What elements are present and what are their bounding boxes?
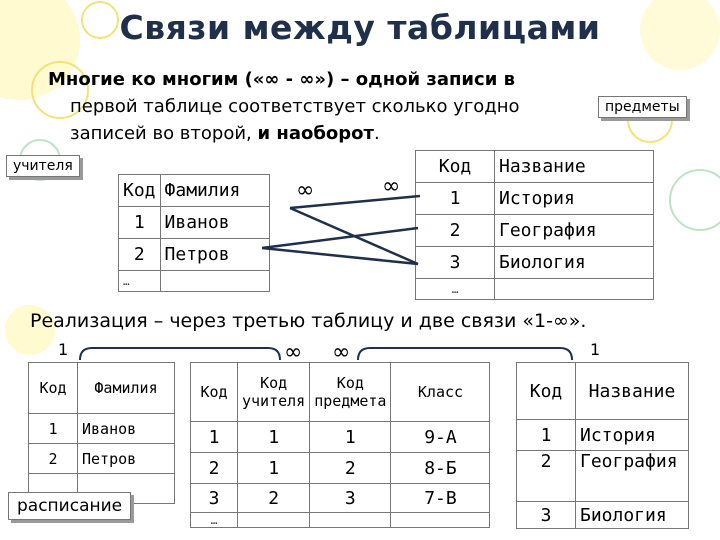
table-cell: История — [576, 420, 689, 451]
table-row — [29, 444, 175, 474]
schedule-label: расписание — [8, 492, 131, 520]
bottom-subjects-table — [516, 362, 689, 529]
table-cell: 3 — [191, 484, 238, 513]
table-cell: 1 — [310, 422, 391, 453]
column-header: Код — [517, 363, 576, 420]
definition-period: . — [373, 123, 380, 144]
subjects-label: предметы — [598, 96, 687, 118]
slide-title: Связи между таблицами — [119, 8, 601, 47]
ellipsis: … — [191, 513, 238, 528]
table-cell — [310, 513, 391, 528]
table-row — [191, 513, 490, 528]
schedule-table — [190, 362, 490, 528]
infinity-symbol: ∞ — [296, 178, 315, 203]
table-cell: 2 — [517, 451, 576, 502]
table-cell: 1 — [238, 453, 310, 484]
table-row — [517, 451, 689, 502]
table-cell: Петров — [78, 444, 175, 474]
table-cell — [391, 513, 490, 528]
column-header: Код учителя — [238, 363, 310, 422]
table-cell: 1 — [29, 414, 78, 444]
table-cell: 3 — [416, 247, 495, 279]
table-cell: 3 — [310, 484, 391, 513]
column-header: Класс — [391, 363, 490, 422]
table-row — [191, 484, 490, 513]
definition-emphasis: и наоборот — [257, 123, 374, 144]
column-header: Код — [191, 363, 238, 422]
table-row — [517, 420, 689, 451]
table-cell: 2 — [29, 444, 78, 474]
definition-line-2: первой таблице соответствует сколько угодно — [70, 96, 520, 117]
infinity-symbol: ∞ — [284, 340, 303, 365]
definition-line-1: Многие ко многим («∞ - ∞») – одной записи в — [48, 69, 515, 90]
bracket-right — [358, 348, 572, 360]
table-cell: География — [495, 215, 654, 247]
column-header: Код — [29, 363, 78, 414]
table-row — [517, 502, 689, 529]
table-cell: Иванов — [78, 414, 175, 444]
table-row — [191, 453, 490, 484]
infinity-symbol: ∞ — [332, 340, 351, 365]
table-header-row — [191, 363, 490, 422]
table-cell: Биология — [495, 247, 654, 279]
table-header-row — [517, 363, 689, 420]
table-cell: 1 — [119, 207, 161, 239]
table-cell: 2 — [238, 484, 310, 513]
table-cell: История — [495, 183, 654, 215]
implementation-rest: – через третью таблицу и две связи «1-∞». — [147, 310, 587, 332]
ellipsis: … — [416, 279, 495, 300]
bracket-left — [80, 348, 280, 360]
table-cell: География — [576, 451, 689, 502]
teachers-label: учителя — [6, 155, 80, 177]
bottom-teachers-table — [28, 362, 175, 504]
one-label: 1 — [590, 340, 601, 359]
table-cell: 1 — [517, 420, 576, 451]
table-cell: 1 — [191, 422, 238, 453]
ellipsis: … — [119, 271, 161, 292]
link-line — [262, 248, 418, 264]
table-cell: Петров — [160, 239, 269, 271]
table-row — [191, 422, 490, 453]
table-cell: 1 — [238, 422, 310, 453]
column-header: Код — [416, 151, 495, 183]
table-row — [29, 414, 175, 444]
table-cell: 3 — [517, 502, 576, 529]
column-header: Код предмета — [310, 363, 391, 422]
column-header: Код — [119, 175, 161, 207]
table-cell: 7-В — [391, 484, 490, 513]
table-cell — [238, 513, 310, 528]
infinity-symbol: ∞ — [382, 174, 401, 199]
table-header-row — [29, 363, 175, 414]
column-header: Фамилия — [78, 363, 175, 414]
implementation-text — [30, 310, 586, 332]
table-cell: 1 — [416, 183, 495, 215]
table-cell: 8-Б — [391, 453, 490, 484]
definition-line-3: записей во второй, — [70, 123, 258, 144]
column-header: Название — [576, 363, 689, 420]
implementation-bullet: Реализация — [30, 310, 148, 332]
table-cell: Иванов — [160, 207, 269, 239]
table-cell: 2 — [191, 453, 238, 484]
column-header: Название — [495, 151, 654, 183]
table-cell: 2 — [310, 453, 391, 484]
link-line — [290, 208, 418, 264]
one-label: 1 — [58, 340, 69, 359]
column-header: Фамилия — [160, 175, 269, 207]
table-cell: Биология — [576, 502, 689, 529]
table-cell: 2 — [119, 239, 161, 271]
table-cell: 2 — [416, 215, 495, 247]
table-cell: 9-А — [391, 422, 490, 453]
